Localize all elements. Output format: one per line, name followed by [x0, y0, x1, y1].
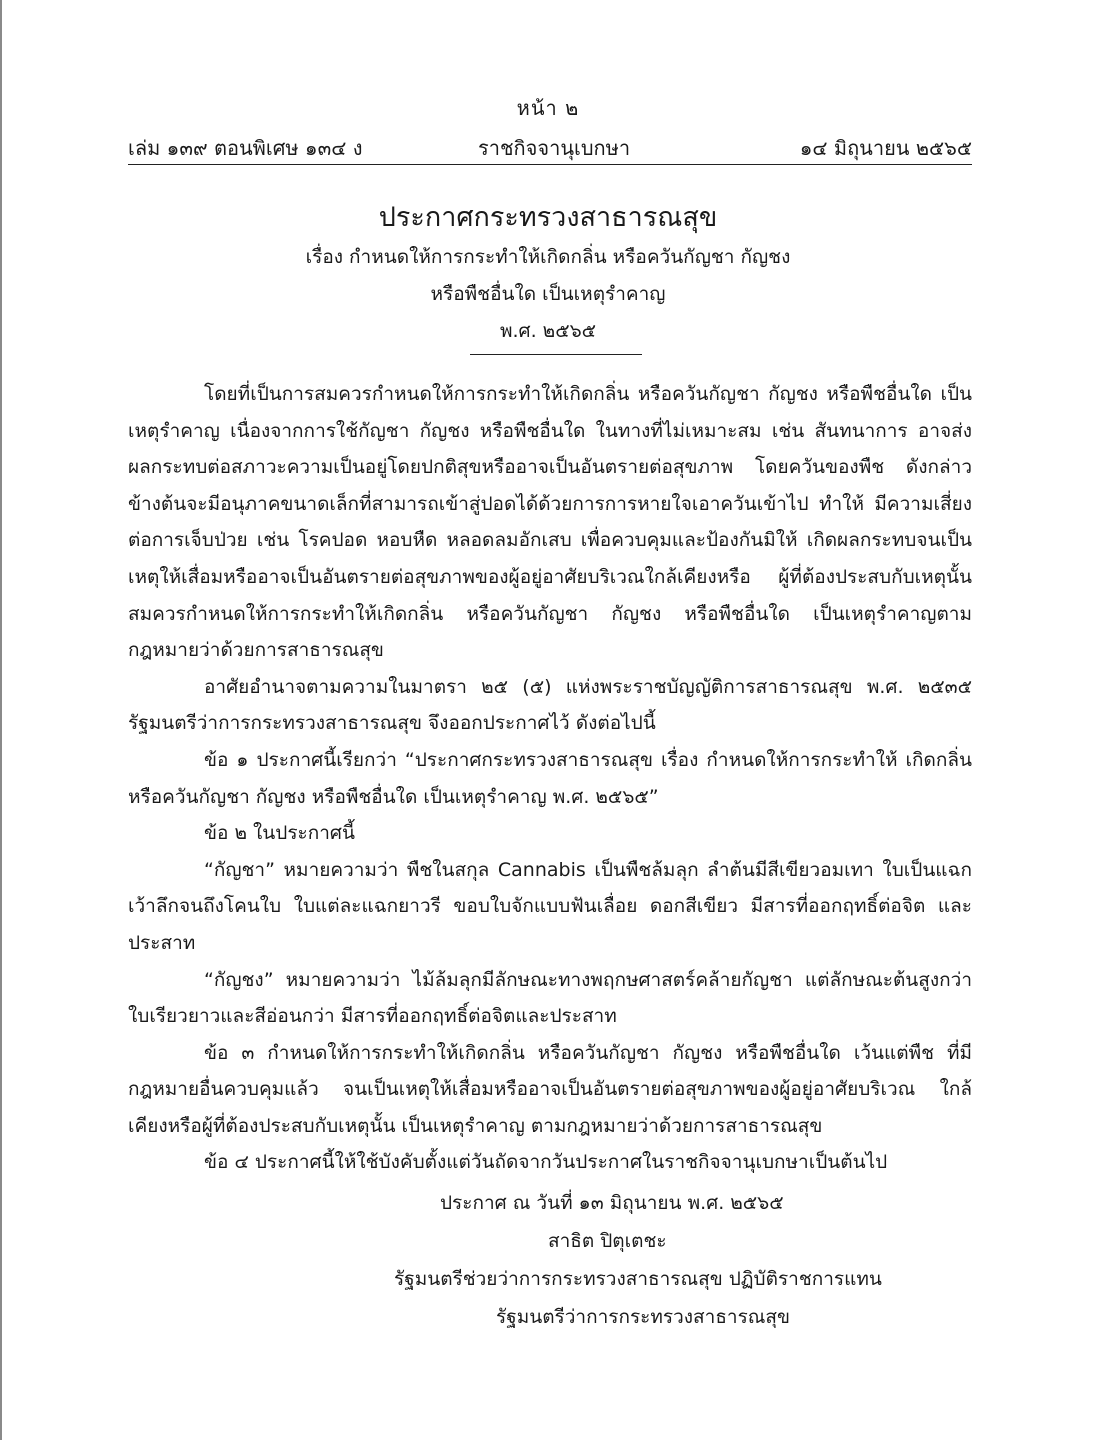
subject-line-1: เรื่อง กำหนดให้การกระทำให้เกิดกลิ่น หรือควันกัญชา กัญชง [305, 246, 791, 268]
signatory-name: สาธิต ปิตุเตชะ [548, 1230, 667, 1252]
clause-4: ข้อ ๔ ประกาศนี้ให้ใช้บังคับตั้งแต่วันถัดจากวันประกาศในราชกิจจานุเบกษาเป็นต้นไป [204, 1151, 888, 1174]
title-divider [470, 354, 642, 355]
authority-paragraph: อาศัยอำนาจตามความในมาตรา ๒๕ (๕) แห่งพระราชบัญญัติการสาธารณสุข พ.ศ. ๒๕๓๕ รัฐมนตรีว่าการกระทรวงสาธารณสุข จึงออกประกาศไว้ ดังต่อไปนี้ [128, 675, 972, 735]
announcement-year: พ.ศ. ๒๕๖๕ [499, 320, 597, 342]
subject-line-2: หรือพืชอื่นใด เป็นเหตุรำคาญ [430, 283, 666, 305]
clause-1: ข้อ ๑ ประกาศนี้เรียกว่า “ประกาศกระทรวงสาธารณสุข เรื่อง กำหนดให้การกระทำให้ เกิดกลิ่น หรือควันกัญชา กัญชง หรือพืชอื่นใด เป็นเหตุรำคาญ พ.ศ. ๒๕๖๕” [128, 748, 972, 808]
clause-2: ข้อ ๒ ในประกาศนี้ [204, 822, 355, 845]
issue-date: ๑๔ มิถุนายน ๒๕๖๕ [799, 136, 972, 160]
page-number: หน้า ๒ [516, 96, 580, 120]
announcement-title: ประกาศกระทรวงสาธารณสุข [378, 202, 718, 233]
announcement-date: ประกาศ ณ วันที่ ๑๓ มิถุนายน พ.ศ. ๒๕๖๕ [440, 1192, 784, 1214]
definition-cannabis: “กัญชา” หมายความว่า พืชในสกุล Cannabis เป็นพืชล้มลุก ลำต้นมีสีเขียวอมเทา ใบเป็นแฉก เว้าลึกจนถึงโคนใบ ใบแต่ละแฉกยาวรี ขอบใบจักแบบฟันเลื่อย ดอกสีเขียว มีสารที่ออกฤทธิ์ต่อจิต และประสาท [128, 858, 972, 954]
header-divider [128, 164, 972, 165]
signatory-position: รัฐมนตรีช่วยว่าการกระทรวงสาธารณสุข ปฏิบัติราชการแทน [394, 1268, 882, 1290]
volume-info: เล่ม ๑๓๙ ตอนพิเศษ ๑๓๔ ง [128, 136, 363, 160]
announcement-body [128, 376, 972, 1181]
gazette-header [128, 132, 972, 164]
clause-3: ข้อ ๓ กำหนดให้การกระทำให้เกิดกลิ่น หรือควันกัญชา กัญชง หรือพืชอื่นใด เว้นแต่พืช ที่มีกฎหมายอื่นควบคุมแล้ว จนเป็นเหตุให้เสื่อมหรืออาจเป็นอันตรายต่อสุขภาพของผู้อยู่อาศัยบริเวณ ใกล้เคียงหรือผู้ที่ต้องประสบกับเหตุนั้น เป็นเหตุรำคาญ ตามกฎหมายว่าด้วยการสาธารณสุข [128, 1041, 972, 1137]
definition-hemp: “กัญชง” หมายความว่า ไม้ล้มลุกมีลักษณะทางพฤกษศาสตร์คล้ายกัญชา แต่ลักษณะต้นสูงกว่า ใบเรียวยาวและสีอ่อนกว่า มีสารที่ออกฤทธิ์ต่อจิตและประสาท [128, 968, 972, 1028]
preamble-paragraph: โดยที่เป็นการสมควรกำหนดให้การกระทำให้เกิดกลิ่น หรือควันกัญชา กัญชง หรือพืชอื่นใด เป็นเหตุรำคาญ เนื่องจากการใช้กัญชา กัญชง หรือพืชอื่นใด ในทางที่ไม่เหมาะสม เช่น สันทนาการ อาจส่งผลกระทบต่อสภาวะความเป็นอยู่โดยปกติสุขหรืออาจเป็นอันตรายต่อสุขภาพ โดยควันของพืช ดังกล่าวข้างต้นจะมีอนุภาคขนาดเล็กที่สามารถเข้าสู่ปอดได้ด้วยการการหายใจเอาควันเข้าไป ทำให้ มีความเสี่ยงต่อการเจ็บป่วย เช่น โรคปอด หอบหืด หลอดลมอักเสบ เพื่อควบคุมและป้องกันมิให้ เกิดผลกระทบจนเป็นเหตุให้เสื่อมหรืออาจเป็นอันตรายต่อสุขภาพของผู้อยู่อาศัยบริเวณใกล้เคียงหรือ ผู้ที่ต้องประสบกับเหตุนั้น สมควรกำหนดให้การกระทำให้เกิดกลิ่น หรือควันกัญชา กัญชง หรือพืชอื่นใด เป็นเหตุรำคาญตามกฎหมายว่าด้วยการสาธารณสุข [128, 383, 972, 662]
signatory-position-2: รัฐมนตรีว่าการกระทรวงสาธารณสุข [496, 1306, 790, 1328]
gazette-name: ราชกิจจานุเบกษา [478, 136, 631, 160]
